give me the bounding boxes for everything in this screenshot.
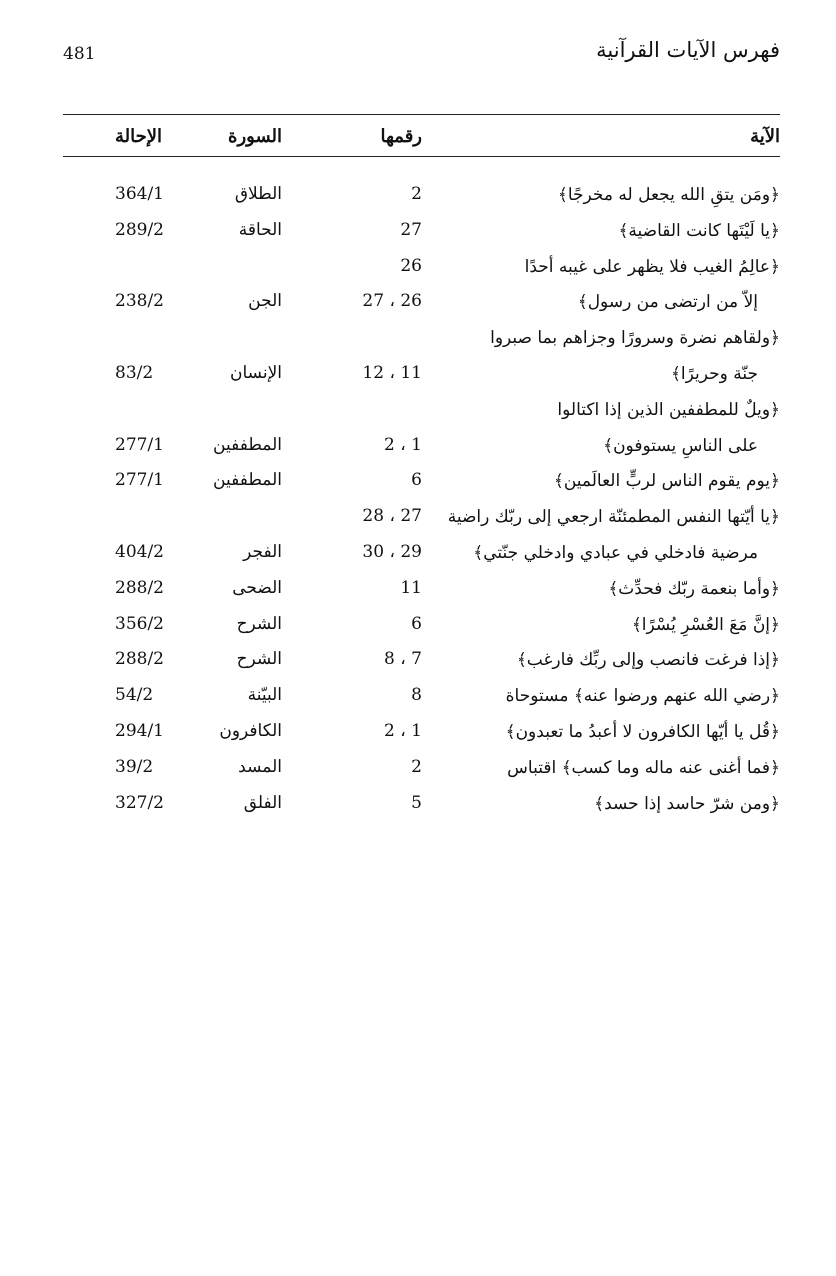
- number-cell: 7 ، 8: [384, 649, 422, 670]
- verse-cell: ﴿فما أغنى عنه ماله وما كسب﴾ اقتباس: [507, 757, 780, 778]
- table-row: [63, 645, 780, 681]
- column-header-surah: السورة: [228, 126, 282, 147]
- reference-cell: 238/2: [115, 291, 164, 312]
- table-row: [63, 753, 780, 789]
- table-row: [63, 180, 780, 216]
- verse-cell: ﴿إنَّ مَعَ العُسْرِ يُسْرًا﴾: [631, 614, 780, 635]
- reference-cell: 54/2: [115, 685, 154, 706]
- surah-cell: البيّنة: [247, 685, 282, 706]
- number-cell: 26 ، 27: [362, 291, 422, 312]
- table-row: [63, 789, 780, 825]
- reference-cell: 289/2: [115, 219, 164, 240]
- surah-cell: الجن: [248, 291, 282, 312]
- table-row: [63, 359, 780, 395]
- verse-cell: ﴿ولقاهم نضرة وسرورًا وجزاهم بما صبروا: [490, 328, 780, 349]
- surah-cell: الكافرون: [219, 720, 282, 741]
- number-cell: 1 ، 2: [384, 434, 422, 455]
- verse-cell: ﴿يا لَيْتَها كانت القاضية﴾: [618, 220, 780, 241]
- reference-cell: 356/2: [115, 613, 164, 634]
- number-cell: 2: [411, 756, 422, 777]
- running-title: فهرس الآيات القرآنية: [596, 38, 780, 62]
- reference-cell: 277/1: [115, 470, 164, 491]
- verse-cell: ﴿يوم يقوم الناس لربٍّ العالَمين﴾: [553, 471, 780, 492]
- verse-cell: ﴿عالِمُ الغيب فلا يظهر على غيبه أحدًا: [524, 256, 780, 277]
- table-row: [63, 287, 780, 323]
- reference-cell: 404/2: [115, 541, 164, 562]
- surah-cell: المطففين: [213, 470, 282, 491]
- surah-cell: الضحى: [232, 577, 282, 598]
- surah-cell: الفجر: [243, 541, 282, 562]
- verse-cell: ﴿ومَن يتقِ الله يجعل له مخرجًا﴾: [557, 185, 780, 205]
- surah-cell: المسد: [238, 756, 282, 777]
- number-cell: 8: [411, 685, 422, 706]
- surah-cell: المطففين: [213, 434, 282, 455]
- column-header-reference: الإحالة: [115, 126, 163, 147]
- surah-cell: الشرح: [236, 613, 282, 634]
- column-header-verse: الآية: [750, 126, 780, 147]
- reference-cell: 83/2: [115, 362, 154, 383]
- reference-cell: 288/2: [115, 649, 164, 670]
- surah-cell: الإنسان: [230, 362, 282, 383]
- table-row: [63, 252, 780, 288]
- reference-cell: 288/2: [115, 577, 164, 598]
- page-number: 481: [63, 44, 96, 64]
- reference-cell: 39/2: [115, 756, 154, 777]
- table-row: [63, 574, 780, 610]
- table-row: [63, 502, 780, 538]
- verse-cell: جنّة وحريرًا﴾: [670, 363, 758, 384]
- verse-cell: ﴿يا أيّتها النفس المطمئنّة ارجعي إلى ربّك راضية: [447, 507, 780, 528]
- surah-cell: الشرح: [236, 649, 282, 670]
- number-cell: 26: [400, 255, 422, 276]
- table-row: [63, 395, 780, 431]
- number-cell: 27 ، 28: [362, 506, 422, 527]
- verse-cell: ﴿قُل يا أيّها الكافرون لا أعبدُ ما تعبدون﴾: [505, 721, 780, 742]
- verse-cell: إلاّ من ارتضى من رسول﴾: [577, 292, 758, 313]
- number-cell: 2: [411, 184, 422, 204]
- reference-cell: 364/1: [115, 184, 164, 204]
- number-cell: 11 ، 12: [362, 362, 422, 383]
- table-row: [63, 216, 780, 252]
- number-cell: 5: [411, 792, 422, 813]
- verse-cell: ﴿ومن شرّ حاسد إذا حسد﴾: [594, 793, 780, 814]
- table-row: [63, 323, 780, 359]
- reference-cell: 294/1: [115, 720, 164, 741]
- verse-cell: مرضية فادخلي في عبادي وادخلي جنّتي﴾: [473, 542, 758, 563]
- table-row: [63, 717, 780, 753]
- table-row: [63, 610, 780, 646]
- surah-cell: الفلق: [243, 792, 282, 813]
- number-cell: 27: [400, 219, 422, 240]
- number-cell: 11: [400, 577, 422, 598]
- surah-cell: الطلاق: [234, 184, 282, 204]
- verse-cell: ﴿وأما بنعمة ربّك فحدِّث﴾: [608, 578, 780, 599]
- verse-cell: على الناسِ يستوفون﴾: [603, 435, 758, 456]
- column-header-number: رقمها: [380, 126, 422, 147]
- number-cell: 6: [411, 470, 422, 491]
- verse-cell: ﴿ويلٌ للمطففين الذين إذا اكتالوا: [557, 399, 780, 420]
- number-cell: 6: [411, 613, 422, 634]
- table-header: [63, 114, 780, 157]
- table-body: [63, 180, 780, 824]
- table-row: [63, 538, 780, 574]
- verse-cell: ﴿رضي الله عنهم ورضوا عنه﴾ مستوحاة: [505, 686, 780, 707]
- surah-cell: الحاقة: [238, 219, 282, 240]
- reference-cell: 327/2: [115, 792, 164, 813]
- table-row: [63, 431, 780, 467]
- verse-cell: ﴿إذا فرغت فانصب وإلى ربِّك فارغب﴾: [516, 650, 780, 671]
- table-row: [63, 466, 780, 502]
- number-cell: 1 ، 2: [384, 720, 422, 741]
- reference-cell: 277/1: [115, 434, 164, 455]
- number-cell: 29 ، 30: [362, 541, 422, 562]
- table-row: [63, 681, 780, 717]
